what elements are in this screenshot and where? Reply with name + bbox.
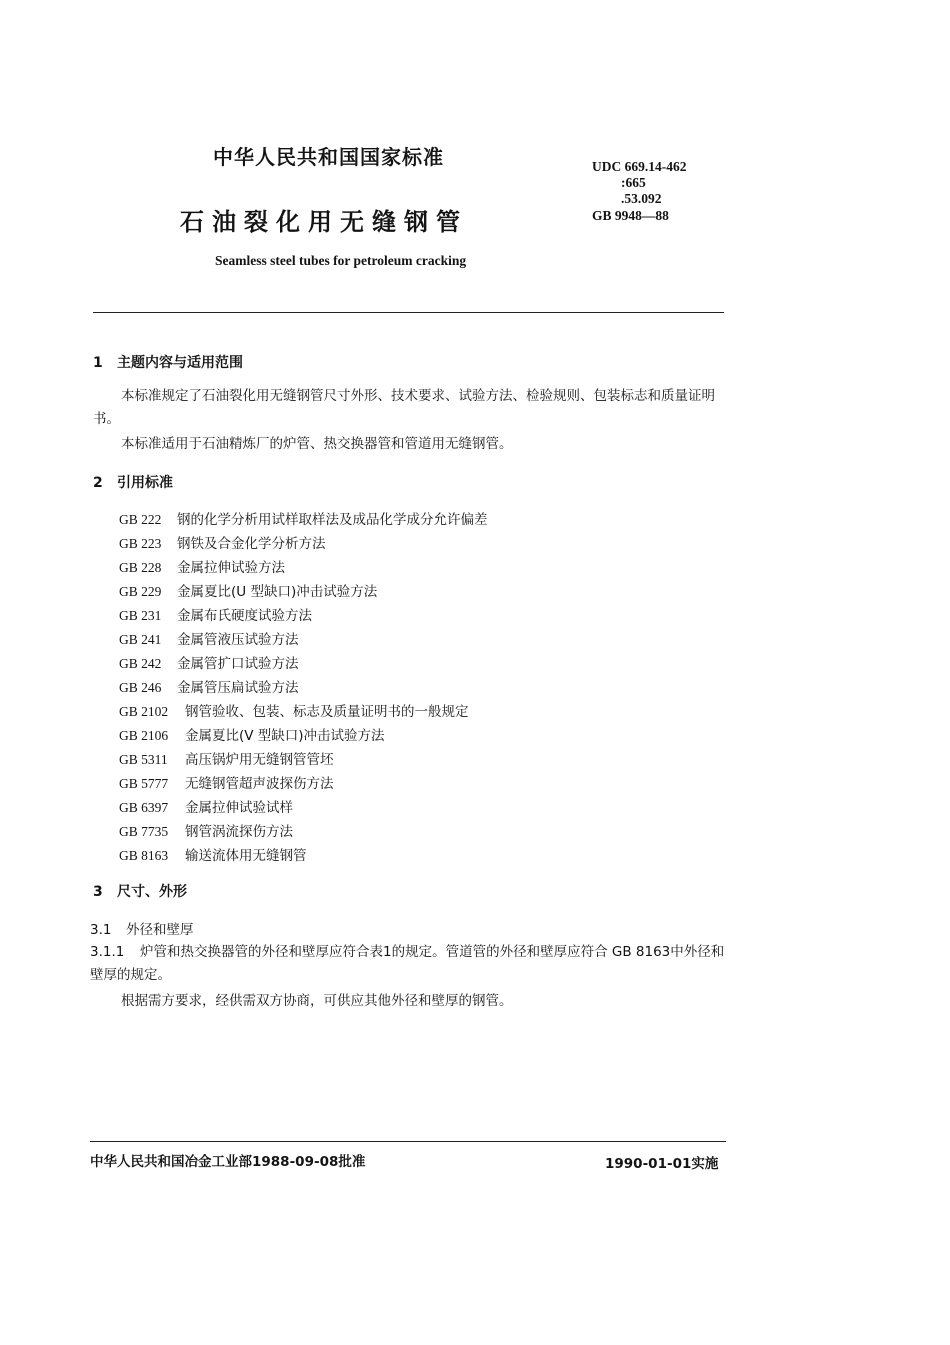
section-title: 引用标准	[117, 475, 173, 491]
reference-title: 钢管涡流探伤方法	[185, 824, 293, 840]
reference-code: GB 6397	[119, 800, 169, 815]
section-number: 2	[93, 475, 103, 491]
section-1-heading	[93, 352, 243, 372]
reference-title: 金属管压扁试验方法	[177, 680, 299, 696]
section-1-paragraph: 本标准适用于石油精炼厂的炉管、热交换器管和管道用无缝钢管。	[121, 436, 513, 452]
section-title: 尺寸、外形	[117, 884, 187, 900]
reference-title: 金属管扩口试验方法	[177, 656, 299, 672]
reference-item	[119, 676, 299, 696]
header-divider	[93, 312, 724, 313]
reference-title: 金属拉伸试验方法	[177, 560, 285, 576]
reference-code: GB 2106	[119, 728, 169, 743]
reference-item	[119, 604, 312, 624]
section-number: 1	[93, 355, 103, 371]
reference-code: GB 223	[119, 536, 162, 551]
udc-classification	[592, 159, 687, 207]
document-title: 石油裂化用无缝钢管	[180, 208, 468, 236]
section-3-1-1-paragraph	[90, 941, 726, 987]
reference-code: GB 5777	[119, 776, 169, 791]
reference-item	[119, 580, 377, 600]
reference-item	[119, 556, 285, 576]
udc-line: :665	[621, 175, 646, 190]
reference-item	[119, 700, 469, 720]
reference-code: GB 241	[119, 632, 162, 647]
section-1-paragraph: 本标准规定了石油裂化用无缝钢管尺寸外形、技术要求、试验方法、检验规则、包装标志和质量证明书。	[93, 388, 715, 427]
standard-type: 中华人民共和国国家标准	[213, 145, 444, 169]
reference-item	[119, 652, 299, 672]
reference-code: GB 231	[119, 608, 162, 623]
section-2-heading	[93, 472, 173, 492]
reference-title: 金属布氏硬度试验方法	[177, 608, 312, 624]
reference-code: GB 222	[119, 512, 162, 527]
reference-item	[119, 748, 334, 768]
section-title: 主题内容与适用范围	[117, 355, 243, 371]
document-title-english: Seamless steel tubes for petroleum cracking	[215, 253, 467, 268]
footer-divider	[90, 1141, 726, 1142]
section-number: 3.1.1	[90, 944, 125, 960]
reference-code: GB 246	[119, 680, 162, 695]
reference-code: GB 7735	[119, 824, 169, 839]
reference-title: 钢管验收、包装、标志及质量证明书的一般规定	[185, 704, 469, 720]
reference-item	[119, 844, 307, 864]
section-title: 外径和壁厚	[126, 922, 194, 938]
udc-line: UDC 669.14-462	[592, 159, 687, 174]
reference-code: GB 8163	[119, 848, 169, 863]
reference-code: GB 2102	[119, 704, 169, 719]
section-text: 炉管和热交换器管的外径和壁厚应符合表1的规定。管道管的外径和壁厚应符合 GB 8163中外径和壁厚的规定。	[90, 944, 725, 983]
approval-statement: 中华人民共和国冶金工业部1988-09-08批准	[90, 1154, 366, 1170]
reference-title: 钢铁及合金化学分析方法	[177, 536, 326, 552]
section-3-1-paragraph: 根据需方要求，经供需双方协商，可供应其他外径和壁厚的钢管。	[121, 993, 513, 1009]
udc-line: .53.092	[621, 191, 662, 206]
reference-code: GB 229	[119, 584, 162, 599]
reference-item	[119, 628, 299, 648]
reference-title: 无缝钢管超声波探伤方法	[185, 776, 334, 792]
reference-item	[119, 796, 293, 816]
reference-item	[119, 820, 293, 840]
section-number: 3	[93, 884, 103, 900]
reference-code: GB 228	[119, 560, 162, 575]
section-number: 3.1	[90, 922, 112, 938]
reference-title: 高压锅炉用无缝钢管管坯	[185, 752, 334, 768]
section-3-1-heading	[90, 918, 194, 938]
reference-code: GB 242	[119, 656, 162, 671]
reference-item	[119, 508, 488, 528]
reference-title: 金属夏比(V 型缺口)冲击试验方法	[185, 728, 385, 744]
reference-code: GB 5311	[119, 752, 168, 767]
reference-title: 输送流体用无缝钢管	[185, 848, 307, 864]
gb-standard-code: GB 9948—88	[592, 208, 669, 223]
reference-title: 金属夏比(U 型缺口)冲击试验方法	[177, 584, 378, 600]
reference-title: 金属管液压试验方法	[177, 632, 299, 648]
reference-title: 钢的化学分析用试样取样法及成品化学成分允许偏差	[177, 512, 488, 528]
section-3-heading	[93, 881, 187, 901]
reference-title: 金属拉伸试验试样	[185, 800, 293, 816]
effective-date: 1990-01-01实施	[605, 1156, 719, 1172]
reference-item	[119, 724, 385, 744]
reference-item	[119, 532, 326, 552]
reference-item	[119, 772, 334, 792]
